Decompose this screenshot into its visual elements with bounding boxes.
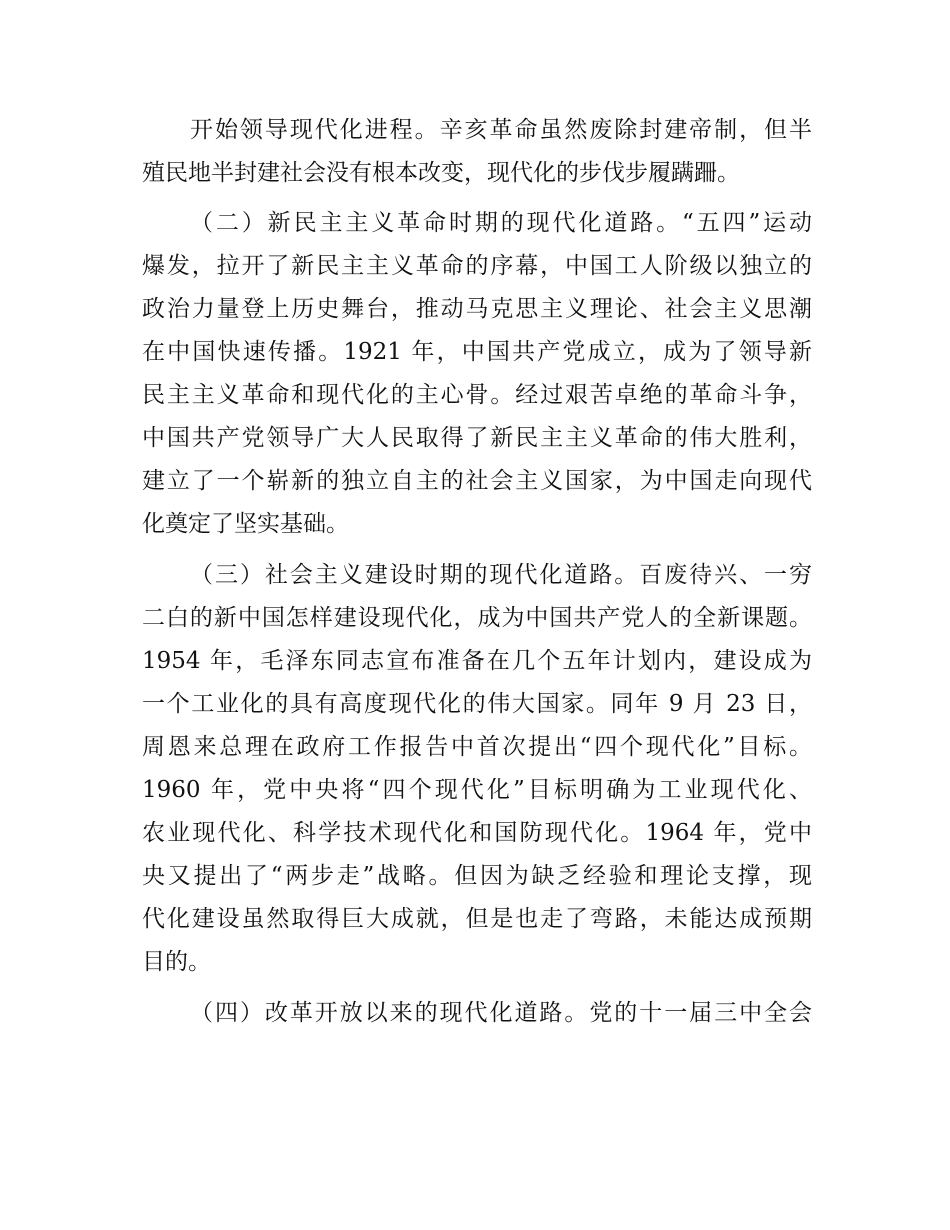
paragraph-2-line-2: 爆发，拉开了新民主主义革命的序幕，中国工人阶级以独立的 <box>142 253 812 279</box>
paragraph-3-line-8: 央又提出了“两步走”战略。但因为缺乏经验和理论支撑，现 <box>142 863 812 889</box>
paragraph-2-line-3: 政治力量登上历史舞台，推动马克思主义理论、社会主义思潮 <box>142 296 812 322</box>
paragraph-3-line-10: 目的。 <box>142 949 211 975</box>
paragraph-2-line-8: 化奠定了坚实基础。 <box>142 511 349 537</box>
paragraph-3-line-2: 二白的新中国怎样建设现代化，成为中国共产党人的全新课题。 <box>142 605 812 631</box>
paragraph-2-line-4: 在中国快速传播。1921 年，中国共产党成立，成为了领导新 <box>142 339 812 365</box>
paragraph-1-line-2: 殖民地半封建社会没有根本改变，现代化的步伐步履蹒跚。 <box>142 160 740 186</box>
paragraph-3-line-9: 代化建设虽然取得巨大成就，但是也走了弯路，未能达成预期 <box>142 906 812 932</box>
paragraph-3-line-5: 周恩来总理在政府工作报告中首次提出“四个现代化”目标。 <box>142 734 812 760</box>
paragraph-3-line-3: 1954 年，毛泽东同志宣布准备在几个五年计划内，建设成为 <box>142 648 812 674</box>
paragraph-2-line-7: 建立了一个崭新的独立自主的社会主义国家，为中国走向现代 <box>142 468 812 494</box>
paragraph-2-line-1: （二）新民主主义革命时期的现代化道路。“五四”运动 <box>190 210 812 236</box>
paragraph-2-line-6: 中国共产党领导广大人民取得了新民主主义革命的伟大胜利， <box>142 425 812 451</box>
paragraph-3-line-1: （三）社会主义建设时期的现代化道路。百废待兴、一穷 <box>190 562 812 588</box>
paragraph-2-line-5: 民主主义革命和现代化的主心骨。经过艰苦卓绝的革命斗争， <box>142 382 812 408</box>
paragraph-1-line-1: 开始领导现代化进程。辛亥革命虽然废除封建帝制，但半 <box>190 117 812 143</box>
paragraph-3-line-7: 农业现代化、科学技术现代化和国防现代化。1964 年，党中 <box>142 820 812 846</box>
paragraph-4-line-1: （四）改革开放以来的现代化道路。党的十一届三中全会 <box>190 1000 812 1026</box>
paragraph-3-line-4: 一个工业化的具有高度现代化的伟大国家。同年 9 月 23 日， <box>142 691 812 717</box>
paragraph-3-line-6: 1960 年，党中央将“四个现代化”目标明确为工业现代化、 <box>142 777 812 803</box>
